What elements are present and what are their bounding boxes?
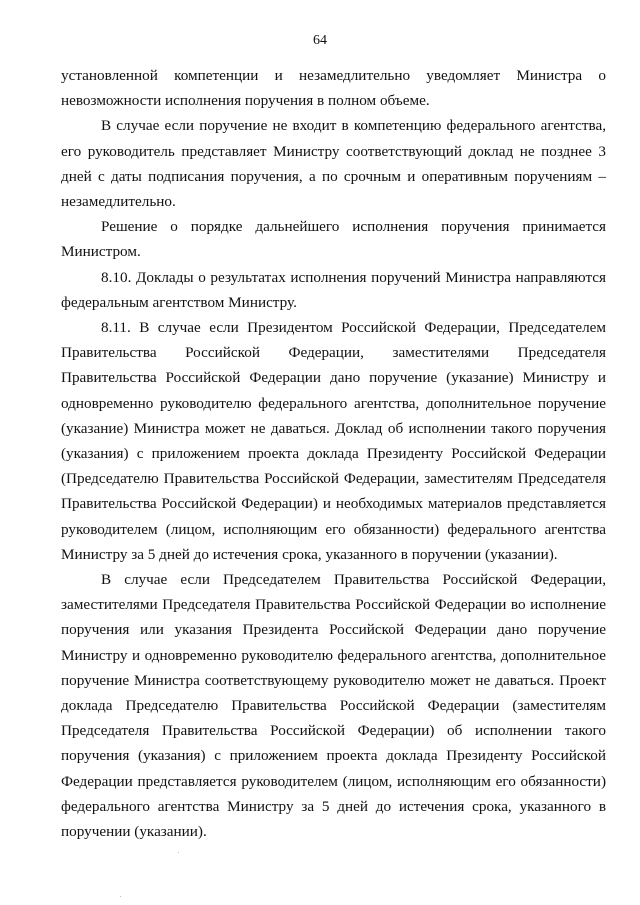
scan-speck — [120, 896, 121, 897]
paragraph-chairman-case: В случае если Председателем Правительства Российской Федерации, заместителями Председателя Правительства Российской Федерации во исполнение поручения или указания Президента Российской Федерации дано поручение Министру и одновременно руководителю федерального агентства, дополнительное поручение Министра соответствующему руководителю может не даваться. Проект доклада Председателю Правительства Российской Федерации (заместителям Председателя Правительства Российской Федерации) об исполнении такого поручения (указания) с приложением проекта доклада Президенту Российской Федерации представляется руководителем (лицом, исполняющим его обязанности) федерального агентства Министру за 5 дней до истечения срока, указанного в поручении (указании). — [61, 571, 606, 841]
paragraph-8-10: 8.10. Доклады о результатах исполнения поручений Министра направляются федеральным агентством Министру. — [61, 268, 606, 311]
page-number: 64 — [313, 33, 327, 48]
paragraph-continued: установленной компетенции и незамедлительно уведомляет Министра о невозможности исполнения поручения в полном объеме. — [61, 67, 606, 110]
paragraph-competence: В случае если поручение не входит в компетенцию федерального агентства, его руководитель представляет Министру соответствующий доклад не позднее 3 дней с даты подписания поручения, а по срочным и оперативным поручениям – незамедлительно. — [61, 117, 606, 211]
scan-speck — [178, 852, 179, 853]
paragraph-8-11: 8.11. В случае если Президентом Российской Федерации, Председателем Правительства Российской Федерации, заместителями Председателя Правительства Российской Федерации дано поручение (указание) Министру и одновременно руководителю федерального агентства, дополнительное поручение (указание) Министра может не даваться. Доклад об исполнении такого поручения (указания) с приложением проекта доклада Президенту Российской Федерации (Председателю Правительства Российской Федерации, заместителям Председателя Правительства Российской Федерации) и необходимых материалов представляется руководителем (лицом, исполняющим его обязанности) федерального агентства Министру за 5 дней до истечения срока, указанного в поручении (указании). — [61, 319, 606, 563]
paragraph-decision: Решение о порядке дальнейшего исполнения поручения принимается Министром. — [61, 218, 606, 261]
document-body — [61, 63, 606, 844]
